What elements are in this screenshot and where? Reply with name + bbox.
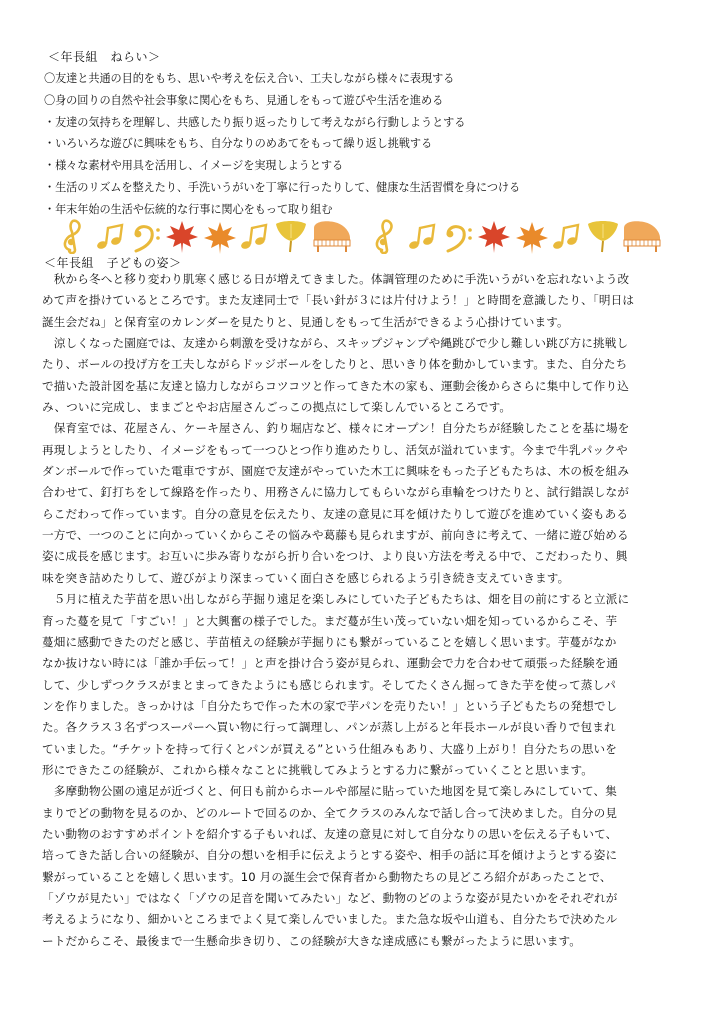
maple-leaf-icon xyxy=(166,221,198,253)
ginkgo-leaf-icon xyxy=(276,221,306,252)
maple-leaf-icon xyxy=(516,222,548,254)
body-text-line: 蔓畑に感動できたのだと感じ、芋苗植えの経験が芋掘りにも繋がっていることを嬉しく思います。芋蔓がなか xyxy=(42,634,617,649)
body-text-line: 育った蔓を見て「すごい！」と大興奮の様子でした。まだ蔓が生い茂っていない畑を知っているからこそ、芋 xyxy=(42,613,618,628)
maple-leaf-icon xyxy=(204,222,236,254)
body-text-line: 一方で、一つのことに向かっていくからこその悩みや葛藤も見られますが、前向きに考えて、一緒に遊び始める xyxy=(42,528,629,543)
aim-item: 〇身の回りの自然や社会事象に関心をもち、見通しをもって遊びや生活を進める xyxy=(44,93,444,107)
treble-clef-icon xyxy=(377,221,392,253)
body-text-line: して、少しずつクラスがまとまってきたようにも感じられます。そしてたくさん掘ってきた芋を使って蒸しパ xyxy=(42,677,616,692)
aims-heading: ＜年長組 ねらい＞ xyxy=(48,50,161,64)
body-text-line: ５月に植えた芋苗を思い出しながら芋掘り遠足を楽しみにしていた子どもたちは、畑を目の前にすると立派に xyxy=(42,592,630,607)
body-text-line: 誕生会だね」と保育室のカレンダーを見たりと、見通しをもって生活ができるよう心掛けています。 xyxy=(42,314,569,329)
body-text-line: 秋から冬へと移り変わり肌寒く感じる日が増えてきました。体調管理のために手洗いうがいを忘れないよう改 xyxy=(42,272,630,286)
aim-item: ・様々な素材や用具を活用し、イメージを実現しようとする xyxy=(44,159,344,173)
aim-item: ・生活のリズムを整えたり、手洗いうがいを丁寧に行ったりして、健康な生活習慣を身につける xyxy=(44,180,521,194)
aims-list xyxy=(44,68,520,221)
piano-icon xyxy=(314,221,350,252)
body-text-line: まりでどの動物を見るのか、どのルートで回るのか、全てクラスのみんなで話し合って決めました。自分の見 xyxy=(42,805,618,820)
body-text-line: たり、ボールの投げ方を工夫しながらドッジボールをしたりと、思いきり体を動かしています。また、自分たち xyxy=(42,357,628,372)
body-text-line: ていました。“チケットを持って行くとパンが買える”という仕組みもあり、大盛り上がり！自分たちの思いを xyxy=(42,741,617,756)
body-text-line: らこだわって作っています。自分の意見を伝えたり、友達の意見に耳を傾けたりして遊びを進めていく姿もある xyxy=(42,506,629,521)
body-text-line: 形にできたこの経験が、これから様々なことに挑戦してみようとする力に繋がっていくことと思います。 xyxy=(42,762,594,777)
body-text-line: 考えるようになり、細かいところまでよく見て楽しんでいました。また急な坂や山道も、自分たちで決めたル xyxy=(42,912,618,927)
aim-item: ・友達の気持ちを理解し、共感したり振り返ったりして考えながら行動しようとする xyxy=(44,115,466,129)
body-text-line: 涼しくなった園庭では、友達から刺激を受けながら、スキップジャンプや縄跳びで少し難しい跳び方に挑戦し xyxy=(42,336,629,351)
body-text-line: めて声を掛けているところです。また友達同士で「長い針が３には片付けよう！」と時間を意識したり、「明日は xyxy=(42,293,635,308)
body-text-line: た。各クラス３名ずつスーパーへ買い物に行って調理し、パンが蒸し上がると年長ホールが良い香りで包まれ xyxy=(42,720,616,735)
music-note-icon xyxy=(408,225,434,250)
children-heading: ＜年長組 子どもの姿＞ xyxy=(44,256,182,270)
bass-clef-icon xyxy=(447,227,472,251)
music-note-icon xyxy=(552,225,578,250)
bass-clef-icon xyxy=(135,227,160,251)
body-text-line: で描いた設計図を基に友達と協力しながらコツコツと作ってきた木の家も、運動会後からさらに集中して作り込 xyxy=(42,378,629,393)
body-text-line: 培ってきた話し合いの経験が、自分の想いを相手に伝えようとする姿や、相手の話に耳を傾けようとする姿に xyxy=(42,848,618,863)
children-text-block xyxy=(42,269,682,952)
body-text-line: 姿に成長を感じます。お互いに歩み寄りながら折り合いをつけ、より良い方法を考える中で、こだわったり、興 xyxy=(42,549,628,564)
music-note-icon xyxy=(96,225,122,250)
maple-leaf-icon xyxy=(478,221,510,253)
body-text-line: 再現しようとしたり、イメージをもって一つひとつ作り進めたりし、活気が溢れています。今まで牛乳パックや xyxy=(42,442,628,457)
body-text-line: ンを作りました。きっかけは「自分たちで作った木の家で芋パンを売りたい！」という子どもたちの発想でし xyxy=(42,698,618,713)
music-note-icon xyxy=(240,225,266,250)
body-text-line: 「ゾウが見たい」ではなく「ゾウの足音を聞いてみたい」など、動物のどのような姿が見たいかをそれぞれが xyxy=(42,890,618,905)
body-text-line: み、ついに完成し、ままごとやお店屋さんごっこの拠点にして楽しんでいるところです。 xyxy=(42,400,512,415)
body-text-line: ダンボールで作っていた電車ですが、園庭で友達がやっていた木工に興味をもった子どもたちは、木の板を組み xyxy=(42,464,630,479)
ginkgo-leaf-icon xyxy=(588,221,618,252)
body-text-line: ートだからこそ、最後まで一生懸命歩き切り、この経験が大きな達成感にも繋がったように思います。 xyxy=(42,933,582,948)
piano-icon xyxy=(624,221,660,252)
body-text-line: 保育室では、花屋さん、ケーキ屋さん、釣り堀店など、様々にオープン！自分たちが経験したことを基に場を xyxy=(42,421,630,436)
body-text-line: 多摩動物公園の遠足が近づくと、何日も前からホールや部屋に貼っていた地図を見て楽しみにしていて、集 xyxy=(42,784,617,799)
aim-item: 〇友達と共通の目的をもち、思いや考えを伝え合い、工夫しながら様々に表現する xyxy=(44,72,455,85)
body-text-line: なか抜けない時には「誰か手伝って！」と声を掛け合う姿が見られ、運動会で力を合わせて頑張った経験を通 xyxy=(42,656,619,671)
body-text-line: 味を突き詰めたりして、遊びがより深まっていく面白さを感じられるよう引き続き支えていきます。 xyxy=(42,570,570,585)
body-text-line: たい動物のおすすめポイントを紹介する子もいれば、友達の意見に対して自分なりの思いを伝える子もいて、 xyxy=(42,826,618,841)
body-text-line: 合わせて、釘打ちをして線路を作ったり、用務さんに協力してもらいながら車輪をつけたりと、試行錯誤しなが xyxy=(42,485,629,500)
aim-item: ・年末年始の生活や伝統的な行事に関心をもって取り組む xyxy=(44,202,333,216)
aim-item: ・いろいろな遊びに興味をもち、自分なりのめあてをもって繰り返し挑戦する xyxy=(44,137,433,151)
treble-clef-icon xyxy=(65,221,80,253)
autumn-music-border xyxy=(60,218,664,254)
body-text-line: 繋がっていることを嬉しく思います。10 月の誕生会で保育者から動物たちの見どころ紹介があったことで、 xyxy=(42,869,612,884)
